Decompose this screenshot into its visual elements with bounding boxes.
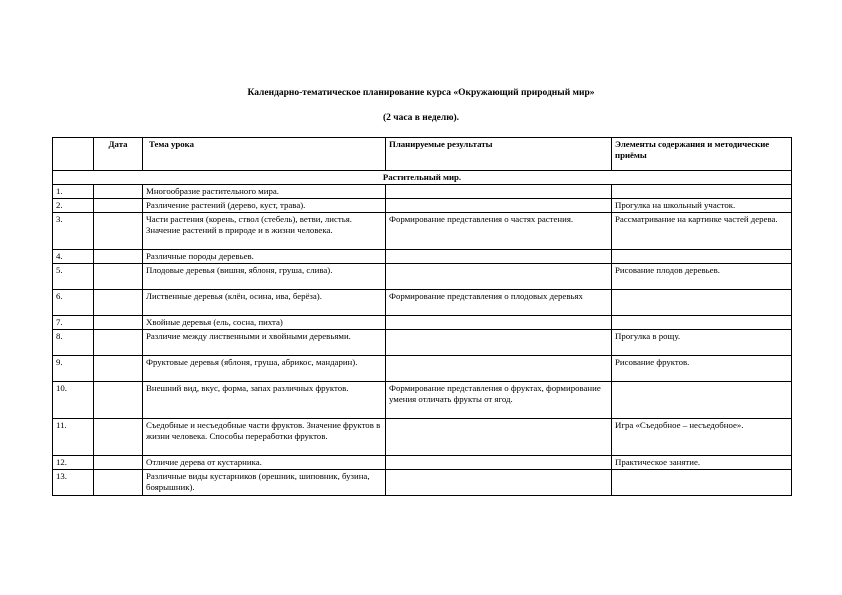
row-topic: Различение растений (дерево, куст, трава). (143, 199, 386, 213)
row-date (94, 382, 143, 419)
row-number: 11. (53, 419, 94, 456)
table-row (53, 356, 792, 382)
document-subtitle: (2 часа в неделю). (382, 113, 460, 123)
row-topic: Различные виды кустарников (орешник, шиповник, бузина, боярышник). (143, 470, 386, 496)
row-methods: Прогулка в рощу. (612, 330, 792, 356)
row-results (386, 356, 612, 382)
row-methods (612, 382, 792, 419)
row-number: 10. (53, 382, 94, 419)
table-row (53, 213, 792, 250)
row-date (94, 330, 143, 356)
row-topic: Внешний вид, вкус, форма, запах различных фруктов. (143, 382, 386, 419)
row-date (94, 419, 143, 456)
table-row (53, 290, 792, 316)
header-results: Планируемые результаты (386, 138, 612, 171)
row-date (94, 250, 143, 264)
row-number: 12. (53, 456, 94, 470)
row-methods: Рассматривание на картинке частей дерева. (612, 213, 792, 250)
row-methods: Практическое занятие. (612, 456, 792, 470)
row-methods (612, 470, 792, 496)
row-results (386, 419, 612, 456)
table-row (53, 185, 792, 199)
row-topic: Различие между лиственными и хвойными деревьями. (143, 330, 386, 356)
row-topic: Лиственные деревья (клён, осина, ива, берёза). (143, 290, 386, 316)
row-methods: Рисование фруктов. (612, 356, 792, 382)
row-methods (612, 185, 792, 199)
table-row (53, 470, 792, 496)
row-methods (612, 290, 792, 316)
row-number: 3. (53, 213, 94, 250)
header-methods: Элементы содержания и методические приёмы (612, 138, 792, 171)
row-number: 8. (53, 330, 94, 356)
row-date (94, 470, 143, 496)
row-results (386, 185, 612, 199)
row-topic: Хвойные деревья (ель, сосна, пихта) (143, 316, 386, 330)
table-row (53, 456, 792, 470)
row-methods (612, 250, 792, 264)
table-row (53, 382, 792, 419)
row-results (386, 199, 612, 213)
row-date (94, 456, 143, 470)
row-number: 7. (53, 316, 94, 330)
row-number: 1. (53, 185, 94, 199)
table-row (53, 330, 792, 356)
row-topic: Отличие дерева от кустарника. (143, 456, 386, 470)
row-results (386, 456, 612, 470)
row-results (386, 470, 612, 496)
document-title: Календарно-тематическое планирование курса «Окружающий природный мир» (247, 88, 595, 98)
row-number: 6. (53, 290, 94, 316)
row-methods: Рисование плодов деревьев. (612, 264, 792, 290)
row-methods: Прогулка на школьный участок. (612, 199, 792, 213)
row-methods (612, 316, 792, 330)
row-results: Формирование представления о плодовых деревьях (386, 290, 612, 316)
table-row (53, 419, 792, 456)
table-header-row (53, 138, 792, 171)
section-row (53, 171, 792, 185)
row-date (94, 290, 143, 316)
row-results: Формирование представления о частях растения. (386, 213, 612, 250)
row-methods: Игра «Съедобное – несъедобное». (612, 419, 792, 456)
row-date (94, 316, 143, 330)
row-number: 5. (53, 264, 94, 290)
row-date (94, 213, 143, 250)
row-date (94, 199, 143, 213)
row-results (386, 250, 612, 264)
row-number: 4. (53, 250, 94, 264)
row-number: 2. (53, 199, 94, 213)
row-results (386, 264, 612, 290)
row-results (386, 316, 612, 330)
row-topic: Плодовые деревья (вишня, яблоня, груша, слива). (143, 264, 386, 290)
row-number: 13. (53, 470, 94, 496)
row-date (94, 185, 143, 199)
header-topic: Тема урока (143, 138, 386, 171)
table-row (53, 199, 792, 213)
section-title: Растительный мир. (53, 171, 792, 185)
table-row (53, 250, 792, 264)
row-topic: Съедобные и несъедобные части фруктов. Значение фруктов в жизни человека. Способы переработки фруктов. (143, 419, 386, 456)
row-topic: Многообразие растительного мира. (143, 185, 386, 199)
table-row (53, 264, 792, 290)
row-date (94, 264, 143, 290)
row-date (94, 356, 143, 382)
header-number (53, 138, 94, 171)
row-topic: Различные породы деревьев. (143, 250, 386, 264)
table-row (53, 316, 792, 330)
row-number: 9. (53, 356, 94, 382)
planning-table (52, 137, 792, 496)
row-topic: Части растения (корень, ствол (стебель), ветви, листья. Значение растений в природе и в жизни человека. (143, 213, 386, 250)
row-topic: Фруктовые деревья (яблоня, груша, абрикос, мандарин). (143, 356, 386, 382)
header-date: Дата (94, 138, 143, 171)
row-results (386, 330, 612, 356)
row-results: Формирование представления о фруктах, формирование умения отличать фрукты от ягод. (386, 382, 612, 419)
